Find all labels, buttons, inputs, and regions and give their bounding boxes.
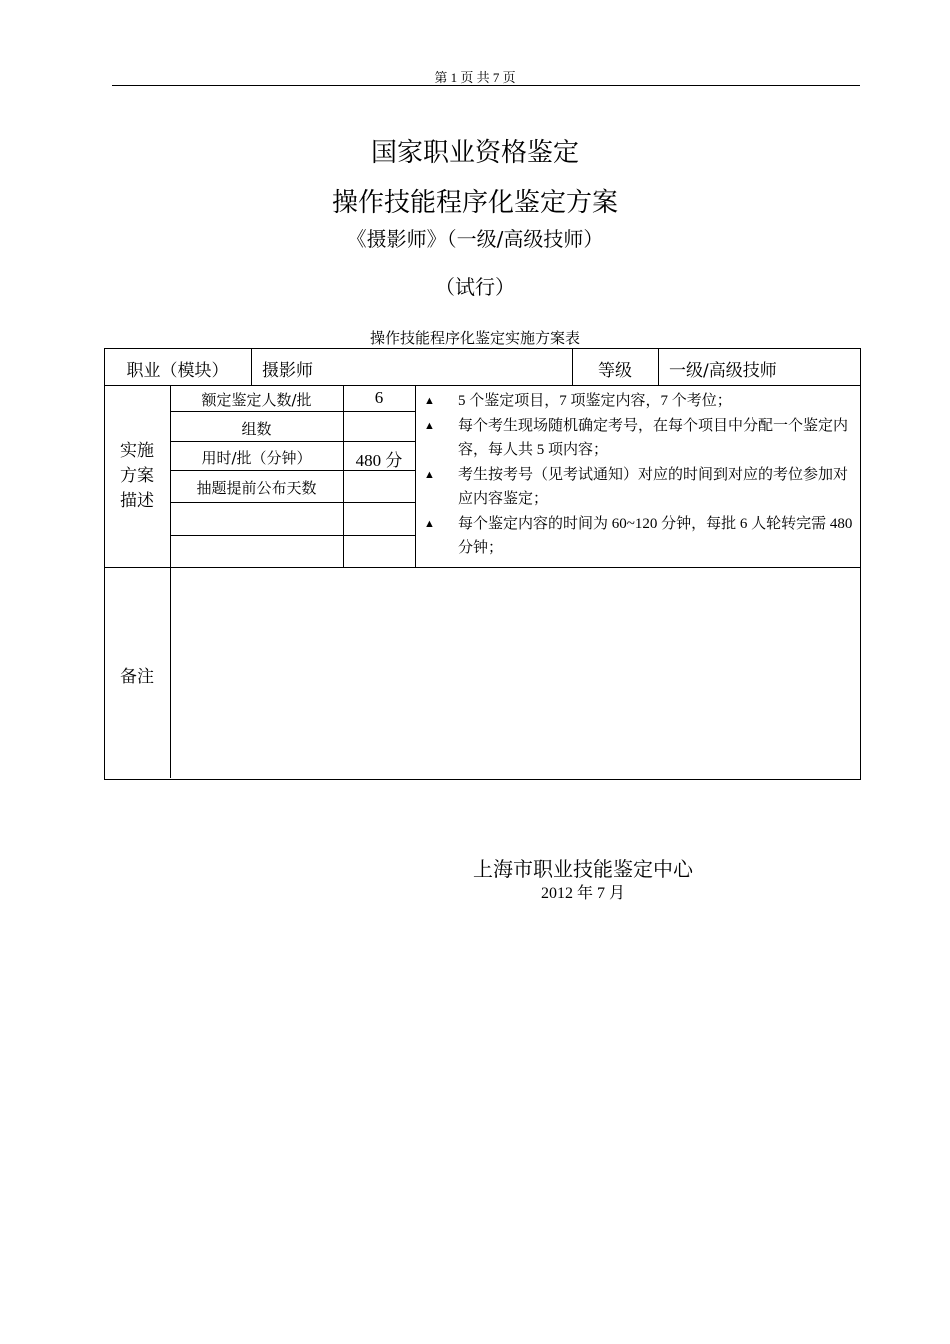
row-divider: [104, 385, 860, 386]
row-label-announce-days: 抽题提前公布天数: [196, 479, 317, 497]
triangle-bullet-icon: ▲: [424, 419, 435, 432]
row-divider: [170, 502, 415, 503]
remarks-label: 备注: [120, 667, 154, 687]
row-value-quota: 6: [374, 388, 384, 407]
row-value-duration: 480 分: [355, 451, 403, 470]
occupation-value: 摄影师: [262, 361, 313, 381]
header-rule: [112, 85, 860, 86]
row-label-groups: 组数: [241, 420, 272, 438]
trial-label: （试行）: [435, 275, 515, 299]
table-caption: 操作技能程序化鉴定实施方案表: [369, 331, 580, 347]
row-label-quota: 额定鉴定人数/批: [201, 391, 312, 409]
list-item: ▲ 每个鉴定内容的时间为 60~120 分钟，每批 6 人轮转完需 480 分钟；: [422, 512, 858, 561]
occupation-label: 职业（模块）: [126, 361, 229, 381]
document-subtitle: 《摄影师》（一级/高级技师）: [346, 227, 604, 251]
list-item: ▲ 5 个鉴定项目，7 项鉴定内容，7 个考位；: [422, 389, 858, 414]
col-divider: [170, 385, 171, 778]
issuing-organization: 上海市职业技能鉴定中心: [473, 857, 693, 881]
triangle-bullet-icon: ▲: [424, 395, 435, 407]
list-item: ▲ 每个考生现场随机确定考号，在每个项目中分配一个鉴定内容，每人共 5 项内容；: [422, 414, 858, 463]
document-title: 国家职业资格鉴定: [370, 138, 579, 168]
issue-date: 2012 年 7 月: [540, 885, 625, 902]
row-divider: [170, 411, 415, 412]
level-value: 一级/高级技师: [669, 361, 777, 381]
triangle-bullet-icon: ▲: [424, 468, 435, 481]
col-divider: [343, 385, 344, 567]
col-divider: [251, 348, 252, 385]
row-label-duration: 用时/批（分钟）: [201, 449, 312, 467]
plan-description-list: [422, 389, 858, 561]
row-divider: [104, 567, 860, 568]
list-item: ▲ 考生按考号（见考试通知）对应的时间到对应的考位参加对应内容鉴定；: [422, 463, 858, 512]
page-indicator: 第 1 页 共 7 页: [434, 70, 516, 85]
section-label: 实施 方案 描述: [120, 441, 154, 511]
document-title-line2: 操作技能程序化鉴定方案: [331, 188, 618, 218]
triangle-bullet-icon: ▲: [424, 517, 435, 530]
level-label: 等级: [598, 361, 632, 381]
col-divider: [415, 385, 416, 567]
col-divider: [658, 348, 659, 385]
row-divider: [170, 441, 415, 442]
row-divider: [170, 535, 415, 536]
